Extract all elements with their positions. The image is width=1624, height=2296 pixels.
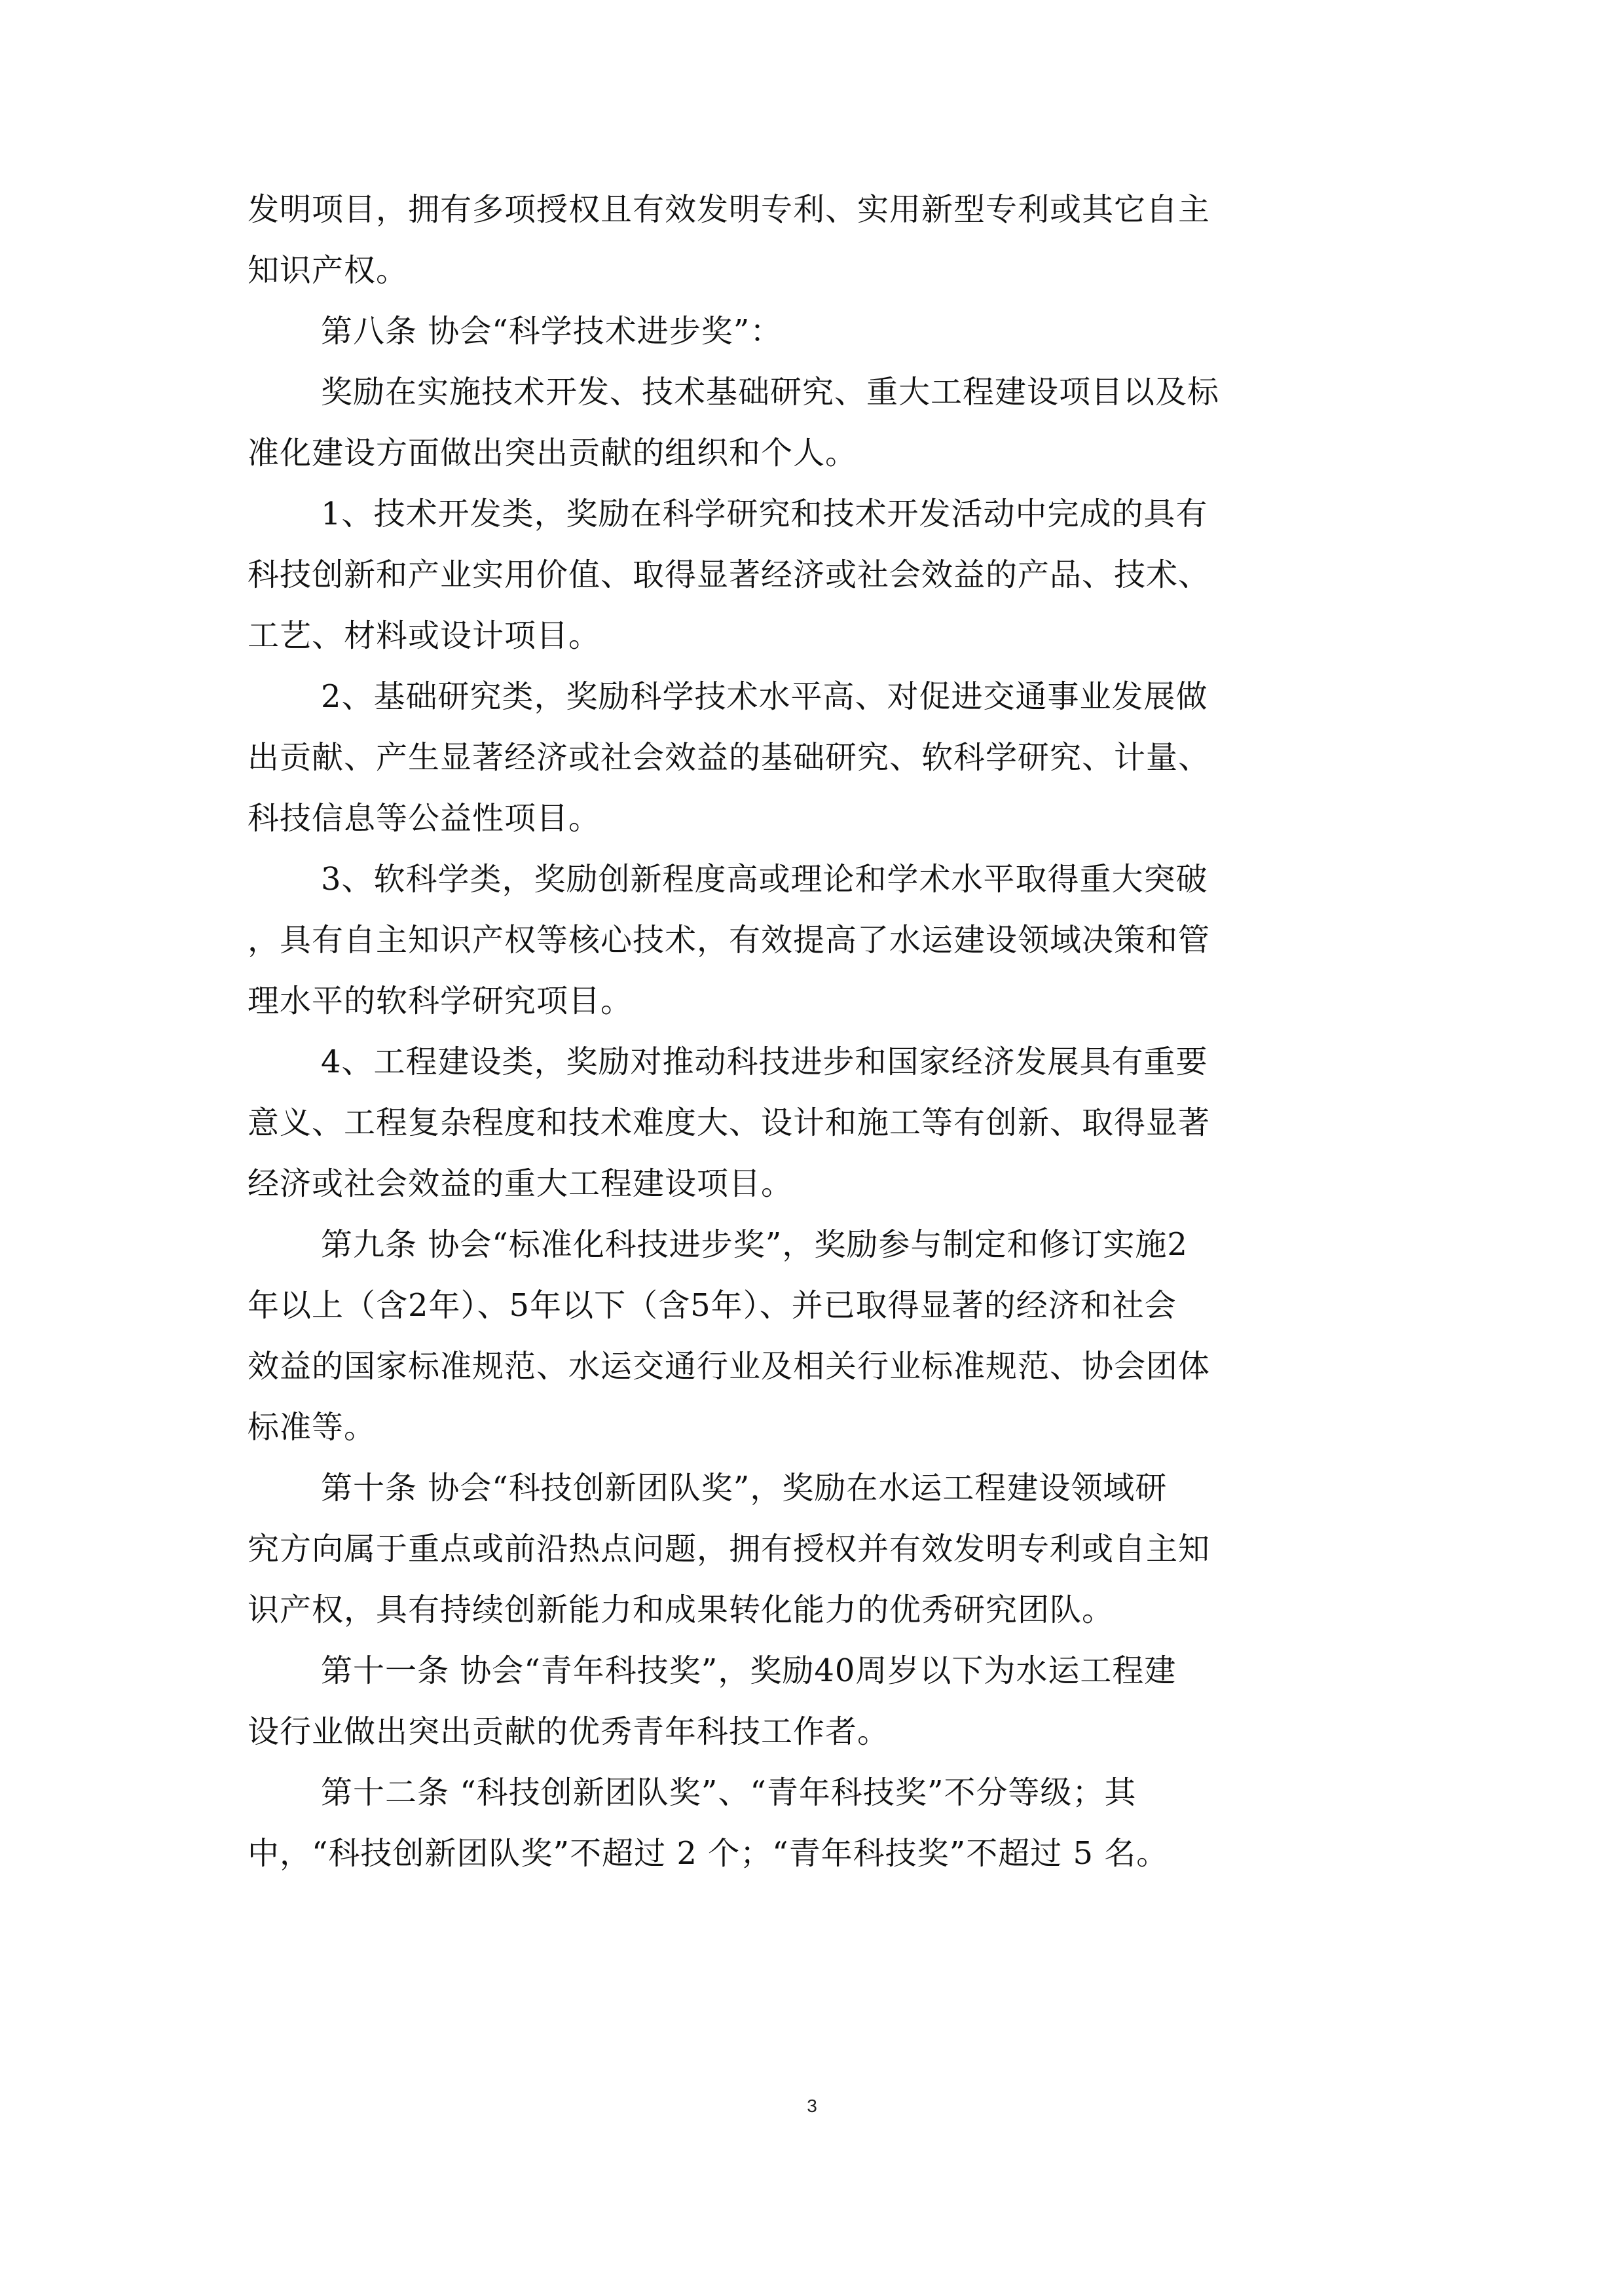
list-item-line: 1、技术开发类，奖励在科学研究和技术开发活动中完成的具有 xyxy=(321,496,1208,532)
article-line: 识产权，具有持续创新能力和成果转化能力的优秀研究团队。 xyxy=(248,1592,1115,1628)
article-line: 设行业做出突出贡献的优秀青年科技工作者。 xyxy=(248,1713,890,1750)
article-line: 中，“科技创新团队奖”不超过 2 个；“青年科技奖”不超过 5 名。 xyxy=(248,1835,1169,1872)
page-number: 3 xyxy=(807,2096,817,2116)
document-body xyxy=(248,179,1400,1884)
list-item-line: 出贡献、产生显著经济或社会效益的基础研究、软科学研究、计量、 xyxy=(248,739,1211,776)
list-item-line: 理水平的软科学研究项目。 xyxy=(248,983,633,1019)
article-line: 第十一条 协会“青年科技奖”，奖励40周岁以下为水运工程建 xyxy=(321,1652,1177,1689)
list-item-line: 3、软科学类，奖励创新程度高或理论和学术水平取得重大突破 xyxy=(321,861,1208,898)
article-line: 第九条 协会“标准化科技进步奖”，奖励参与制定和修订实施2 xyxy=(321,1226,1188,1263)
list-item-line: 科技创新和产业实用价值、取得显著经济或社会效益的产品、技术、 xyxy=(248,556,1211,593)
list-item-line: 经济或社会效益的重大工程建设项目。 xyxy=(248,1165,794,1202)
article-heading: 第八条 协会“科学技术进步奖”： xyxy=(321,313,783,350)
article-line: 效益的国家标准规范、水运交通行业及相关行业标准规范、协会团体 xyxy=(248,1348,1211,1385)
body-line: 奖励在实施技术开发、技术基础研究、重大工程建设项目以及标 xyxy=(321,374,1220,410)
article-line: 第十二条 “科技创新团队奖”、“青年科技奖”不分等级；其 xyxy=(321,1774,1137,1811)
list-item-line: 2、基础研究类，奖励科学技术水平高、对促进交通事业发展做 xyxy=(321,678,1208,715)
article-line: 标准等。 xyxy=(248,1409,377,1446)
body-line: 知识产权。 xyxy=(248,252,409,289)
article-line: 究方向属于重点或前沿热点问题，拥有授权并有效发明专利或自主知 xyxy=(248,1531,1211,1567)
article-line: 第十条 协会“科技创新团队奖”，奖励在水运工程建设领域研 xyxy=(321,1470,1168,1506)
body-line: 发明项目，拥有多项授权且有效发明专利、实用新型专利或其它自主 xyxy=(248,191,1211,228)
list-item-line: 工艺、材料或设计项目。 xyxy=(248,617,601,654)
list-item-line: 意义、工程复杂程度和技术难度大、设计和施工等有创新、取得显著 xyxy=(248,1104,1211,1141)
list-item-line: ，具有自主知识产权等核心技术，有效提高了水运建设领域决策和管 xyxy=(248,922,1211,958)
list-item-line: 4、工程建设类，奖励对推动科技进步和国家经济发展具有重要 xyxy=(321,1044,1208,1080)
body-line: 准化建设方面做出突出贡献的组织和个人。 xyxy=(248,435,858,471)
list-item-line: 科技信息等公益性项目。 xyxy=(248,800,601,837)
article-line: 年以上（含2年）、5年以下（含5年）、并已取得显著的经济和社会 xyxy=(248,1287,1177,1324)
